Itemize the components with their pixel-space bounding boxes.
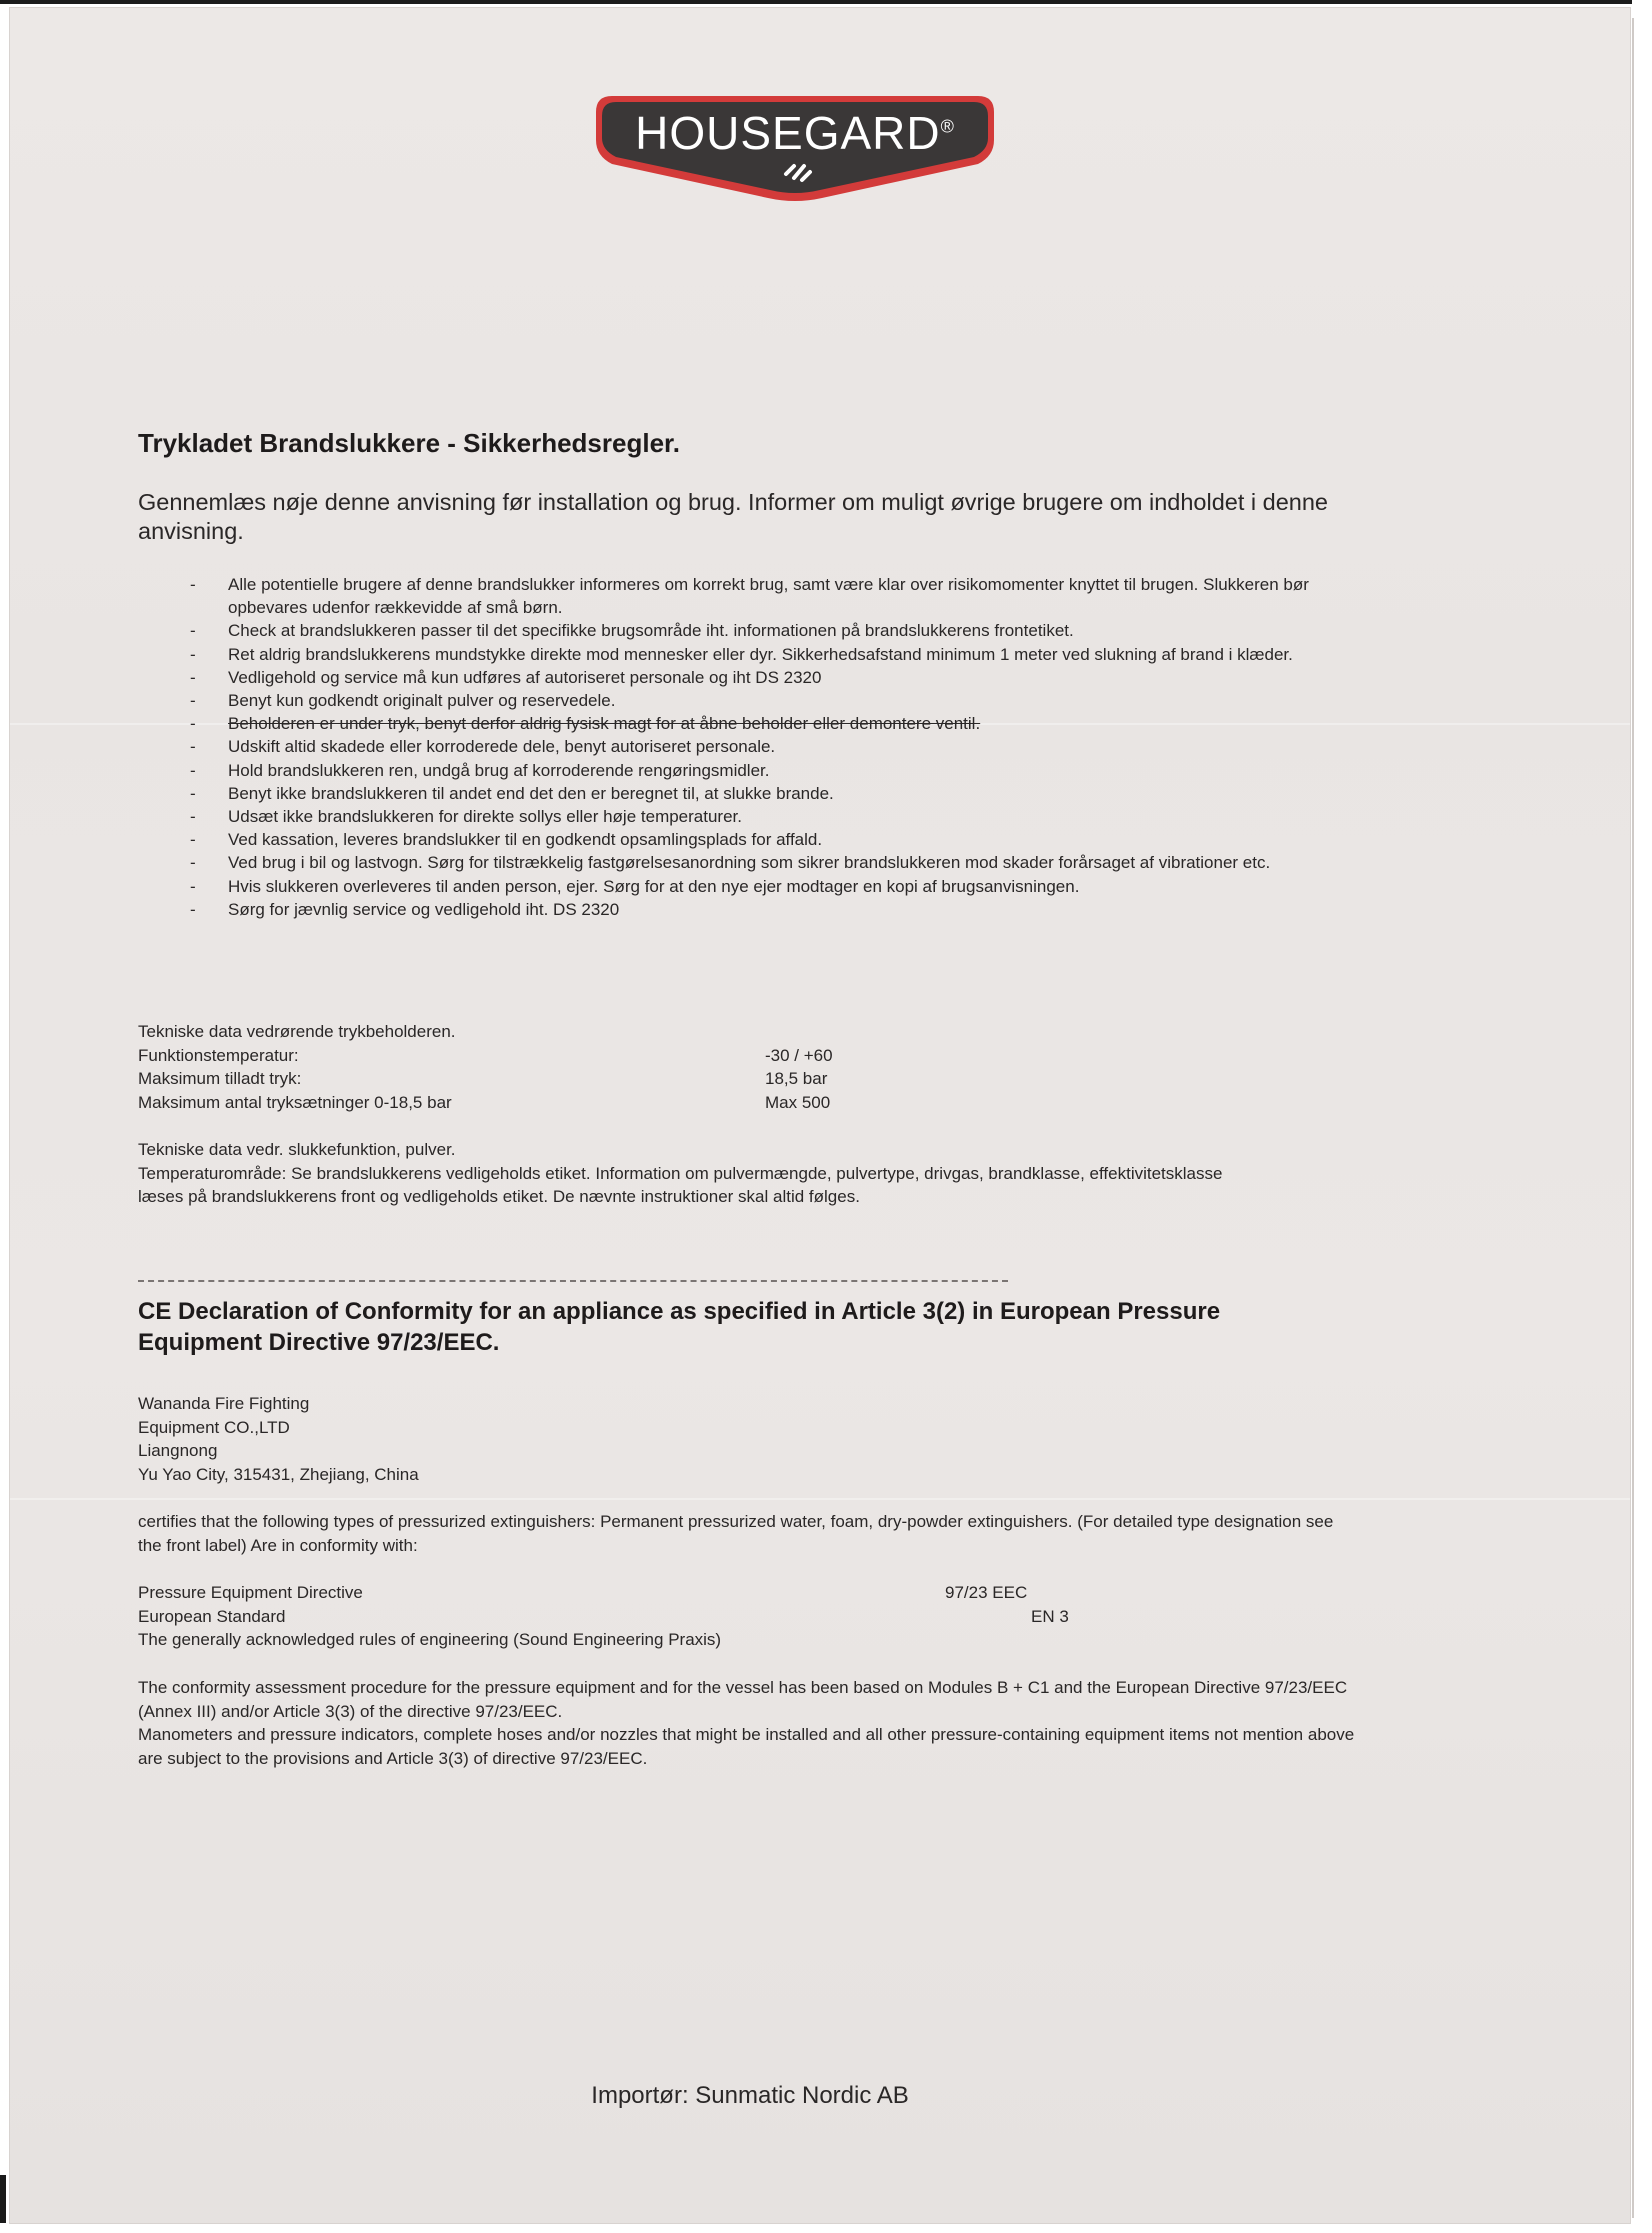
rule-text: Hold brandslukkeren ren, undgå brug af korroderende rengøringsmidler. [228, 760, 770, 780]
list-item: - Check at brandslukkeren passer til det specifikke brugsområde iht. informationen på brandslukkerens frontetiket. [190, 621, 1074, 641]
housegard-logo [590, 90, 1000, 206]
standards-table [138, 1581, 1138, 1652]
list-item: - Benyt kun godkendt originalt pulver og reservedele. [190, 691, 616, 711]
logo-brand-text: HOUSEGARD [635, 107, 941, 159]
tech-label: Maksimum tilladt tryk: [138, 1069, 302, 1088]
safety-rules-list [138, 573, 1358, 921]
rule-text: Benyt kun godkendt originalt pulver og reservedele. [228, 691, 616, 711]
list-item: - Alle potentielle brugere af denne brandslukker informeres om korrekt brug, samt være klar over risikomomenter knyttet til brugen. Slukkeren bør opbevares udenfor rækkevidde af små børn. [190, 575, 1309, 618]
standard-label: European Standard [138, 1606, 286, 1626]
address-line: Wananda Fire Fighting [138, 1394, 310, 1413]
standard-row [138, 1628, 1138, 1652]
rule-text: Check at brandslukkeren passer til det specifikke brugsområde iht. informationen på brandslukkerens frontetiket. [228, 621, 1074, 641]
list-item: - Ret aldrig brandslukkerens mundstykke direkte mod mennesker eller dyr. Sikkerhedsafstand minimum 1 meter ved slukning af brand i klæder. [190, 644, 1293, 664]
address-line: Equipment CO.,LTD [138, 1417, 290, 1437]
conformity-paragraph: The conformity assessment procedure for the pressure equipment and for the vessel has been based on Modules B + C1 and the European Directive 97/23/EEC (Annex III) and/or Article 3(3) of the directive 97/23/EEC. [138, 1678, 1348, 1721]
certification-statement: certifies that the following types of pressurized extinguishers: Permanent pressurized water, foam, dry-powder extinguishers. (For detailed type designation see the front label) Are in conformity with: [138, 1512, 1334, 1555]
list-item: - Sørg for jævnlig service og vedligehold iht. DS 2320 [190, 899, 620, 919]
scan-edge [1632, 18, 1634, 2218]
tech-label: Maksimum antal tryksætninger 0-18,5 bar [138, 1092, 452, 1112]
address-line: Liangnong [138, 1441, 218, 1460]
standard-value: EN 3 [1031, 1606, 1069, 1626]
rule-text: Sørg for jævnlig service og vedligehold iht. DS 2320 [228, 899, 620, 919]
list-item: - Hvis slukkeren overleveres til anden person, ejer. Sørg for at den nye ejer modtager en kopi af brugsanvisningen. [190, 876, 1080, 896]
manufacturer-address [138, 1392, 419, 1486]
tech-row [138, 1091, 831, 1115]
list-item: - Beholderen er under tryk, benyt derfor aldrig fysisk magt for at åbne beholder eller demontere ventil. [190, 714, 981, 734]
tech2-heading: Tekniske data vedr. slukkefunktion, pulver. [138, 1140, 456, 1159]
list-item: - Udsæt ikke brandslukkeren for direkte sollys eller høje temperaturer. [190, 807, 742, 827]
ce-declaration-title: CE Declaration of Conformity for an appliance as specified in Article 3(2) in European Pressure Equipment Directive 97/23/EEC. [138, 1298, 1221, 1356]
tech-row [138, 1044, 833, 1068]
list-item: - Ved brug i bil og lastvogn. Sørg for tilstrækkelig fastgørelsesanordning som sikrer brandslukkeren mod skader forårsaget af vibrationer etc. [190, 853, 1271, 873]
logo-wordmark [590, 106, 1000, 160]
dashed-separator [138, 1280, 1008, 1282]
paper-fold [10, 1498, 1630, 1500]
tech-heading: Tekniske data vedrørende trykbeholderen. [138, 1022, 456, 1041]
tech-row [138, 1067, 828, 1091]
standard-row [138, 1605, 1138, 1629]
list-item: - Vedligehold og service må kun udføres af autoriseret personale og iht DS 2320 [190, 667, 822, 687]
scan-top-edge [0, 0, 1632, 4]
rule-text: Hvis slukkeren overleveres til anden person, ejer. Sørg for at den nye ejer modtager en kopi af brugsanvisningen. [228, 876, 1080, 896]
tech-value: 18,5 bar [765, 1069, 828, 1088]
importer-line: Importør: Sunmatic Nordic AB [591, 2082, 909, 2109]
rule-text: Benyt ikke brandslukkeren til andet end det den er beregnet til, at slukke brande. [228, 783, 834, 803]
address-line: Yu Yao City, 315431, Zhejiang, China [138, 1464, 419, 1484]
standard-row [138, 1581, 1138, 1605]
rule-text: Vedligehold og service må kun udføres af autoriseret personale og iht DS 2320 [228, 667, 822, 687]
tech2-body: Temperaturområde: Se brandslukkerens vedligeholds etiket. Information om pulvermængde, pulvertype, drivgas, brandklasse, effektivitetsklasse læses på brandslukkerens front og vedligeholds etiket. De nævnte instruktioner skal altid følges. [138, 1163, 1223, 1206]
list-item: - Benyt ikke brandslukkeren til andet end det den er beregnet til, at slukke brande. [190, 783, 834, 803]
list-item: - Udskift altid skadede eller korroderede dele, benyt autoriseret personale. [190, 737, 776, 757]
standard-label: Pressure Equipment Directive [138, 1583, 363, 1602]
rule-text: Ret aldrig brandslukkerens mundstykke direkte mod mennesker eller dyr. Sikkerhedsafstand minimum 1 meter ved slukning af brand i klæder. [228, 644, 1293, 664]
rule-text: Ved brug i bil og lastvogn. Sørg for tilstrækkelig fastgørelsesanordning som sikrer brandslukkeren mod skader forårsaget af vibrationer etc. [228, 853, 1271, 873]
rule-text: Udsæt ikke brandslukkeren for direkte sollys eller høje temperaturer. [228, 807, 742, 827]
extinguishing-tech-data [138, 1138, 1268, 1209]
rule-text: Alle potentielle brugere af denne brandslukker informeres om korrekt brug, samt være klar over risikomomenter knyttet til brugen. Slukkeren bør opbevares udenfor rækkevidde af små børn. [228, 575, 1309, 618]
standard-label: The generally acknowledged rules of engineering (Sound Engineering Praxis) [138, 1630, 722, 1649]
manometers-paragraph: Manometers and pressure indicators, complete hoses and/or nozzles that might be installed and all other pressure-containing equipment items not mention above are subject to the provisions and Article 3(3) of directive 97/23/EEC. [138, 1725, 1355, 1768]
tech-label: Funktionstemperatur: [138, 1045, 299, 1065]
document-page [10, 8, 1630, 2223]
document-title: Trykladet Brandslukkere - Sikkerhedsregler. [138, 428, 680, 458]
registered-mark: ® [940, 116, 955, 137]
list-item: - Hold brandslukkeren ren, undgå brug af korroderende rengøringsmidler. [190, 760, 770, 780]
rule-text: Ved kassation, leveres brandslukker til en godkendt opsamlingsplads for affald. [228, 830, 823, 850]
standard-value: 97/23 EEC [945, 1583, 1028, 1602]
rule-text: Udskift altid skadede eller korroderede dele, benyt autoriseret personale. [228, 737, 776, 757]
rule-text: Beholderen er under tryk, benyt derfor aldrig fysisk magt for at åbne beholder eller demontere ventil. [228, 714, 981, 734]
tech-value: Max 500 [765, 1092, 831, 1112]
tech-value: -30 / +60 [765, 1045, 833, 1065]
scan-corner-mark [0, 2175, 6, 2223]
pressure-vessel-tech-data [138, 1020, 833, 1114]
conformity-text [138, 1676, 1368, 1770]
list-item: - Ved kassation, leveres brandslukker til en godkendt opsamlingsplads for affald. [190, 830, 823, 850]
intro-paragraph: Gennemlæs nøje denne anvisning før installation og brug. Informer om muligt øvrige brugere om indholdet i denne anvisning. [138, 489, 1328, 544]
